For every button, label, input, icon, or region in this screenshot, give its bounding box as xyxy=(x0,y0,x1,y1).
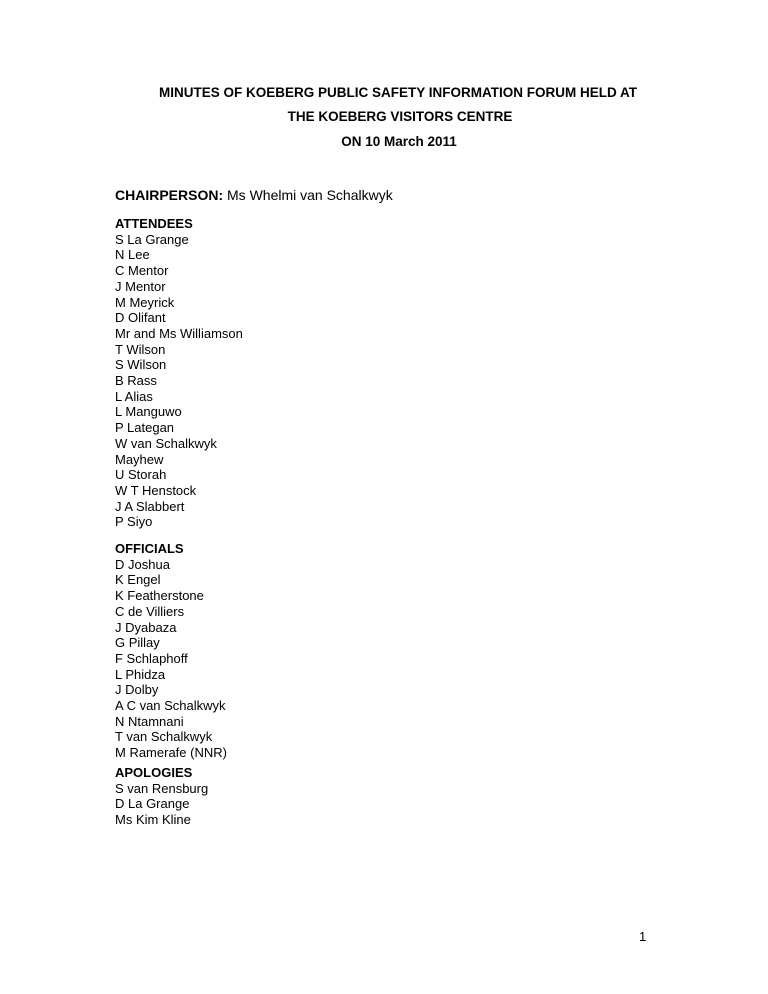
apologies-heading: APOLOGIES xyxy=(115,765,193,780)
attendee-item: D Olifant xyxy=(115,310,166,326)
official-item: M Ramerafe (NNR) xyxy=(115,745,227,761)
apology-item: D La Grange xyxy=(115,796,190,812)
page-number: 1 xyxy=(639,929,647,944)
attendee-item: T Wilson xyxy=(115,341,166,357)
attendee-item: M Meyrick xyxy=(115,294,175,310)
attendee-item: L Manguwo xyxy=(115,404,182,420)
official-item: D Joshua xyxy=(115,556,170,572)
official-item: J Dolby xyxy=(115,682,159,698)
chairperson-name: Ms Whelmi van Schalkwyk xyxy=(227,187,393,203)
title-line-3: ON 10 March 2011 xyxy=(341,134,457,149)
official-item: C de Villiers xyxy=(115,603,185,619)
attendee-item: W van Schalkwyk xyxy=(115,435,217,451)
official-item: G Pillay xyxy=(115,635,160,651)
attendee-item: C Mentor xyxy=(115,263,169,279)
official-item: T van Schalkwyk xyxy=(115,729,213,745)
apology-item: S van Rensburg xyxy=(115,780,209,796)
attendees-section xyxy=(115,216,243,530)
title-line-1: MINUTES OF KOEBERG PUBLIC SAFETY INFORMATION FORUM HELD AT xyxy=(159,85,637,100)
attendee-item: P Lategan xyxy=(115,420,175,436)
apology-item: Ms Kim Kline xyxy=(115,812,191,828)
official-item: F Schlaphoff xyxy=(115,650,188,666)
attendee-item: N Lee xyxy=(115,247,150,263)
official-item: K Featherstone xyxy=(115,588,204,604)
attendee-item: Mr and Ms Williamson xyxy=(115,325,243,341)
attendee-item: P Siyo xyxy=(115,514,153,530)
attendee-item: W T Henstock xyxy=(115,482,197,498)
title-line-2: THE KOEBERG VISITORS CENTRE xyxy=(287,109,513,124)
official-item: L Phidza xyxy=(115,666,166,682)
attendee-item: J Mentor xyxy=(115,278,166,294)
attendees-heading: ATTENDEES xyxy=(115,216,193,231)
attendee-item: B Rass xyxy=(115,373,157,389)
official-item: K Engel xyxy=(115,572,161,588)
officials-section xyxy=(115,541,227,761)
chairperson-label: CHAIRPERSON: xyxy=(115,187,224,203)
attendee-item: Mayhew xyxy=(115,451,164,467)
officials-heading: OFFICIALS xyxy=(115,541,184,556)
apologies-section xyxy=(115,765,208,828)
attendee-item: U Storah xyxy=(115,467,167,483)
official-item: J Dyabaza xyxy=(115,619,177,635)
attendee-item: J A Slabbert xyxy=(115,498,185,514)
attendee-item: S Wilson xyxy=(115,357,167,373)
official-item: A C van Schalkwyk xyxy=(115,698,226,714)
chairperson-line xyxy=(115,187,393,203)
attendee-item: S La Grange xyxy=(115,231,189,247)
official-item: N Ntamnani xyxy=(115,713,184,729)
attendee-item: L Alias xyxy=(115,388,153,404)
